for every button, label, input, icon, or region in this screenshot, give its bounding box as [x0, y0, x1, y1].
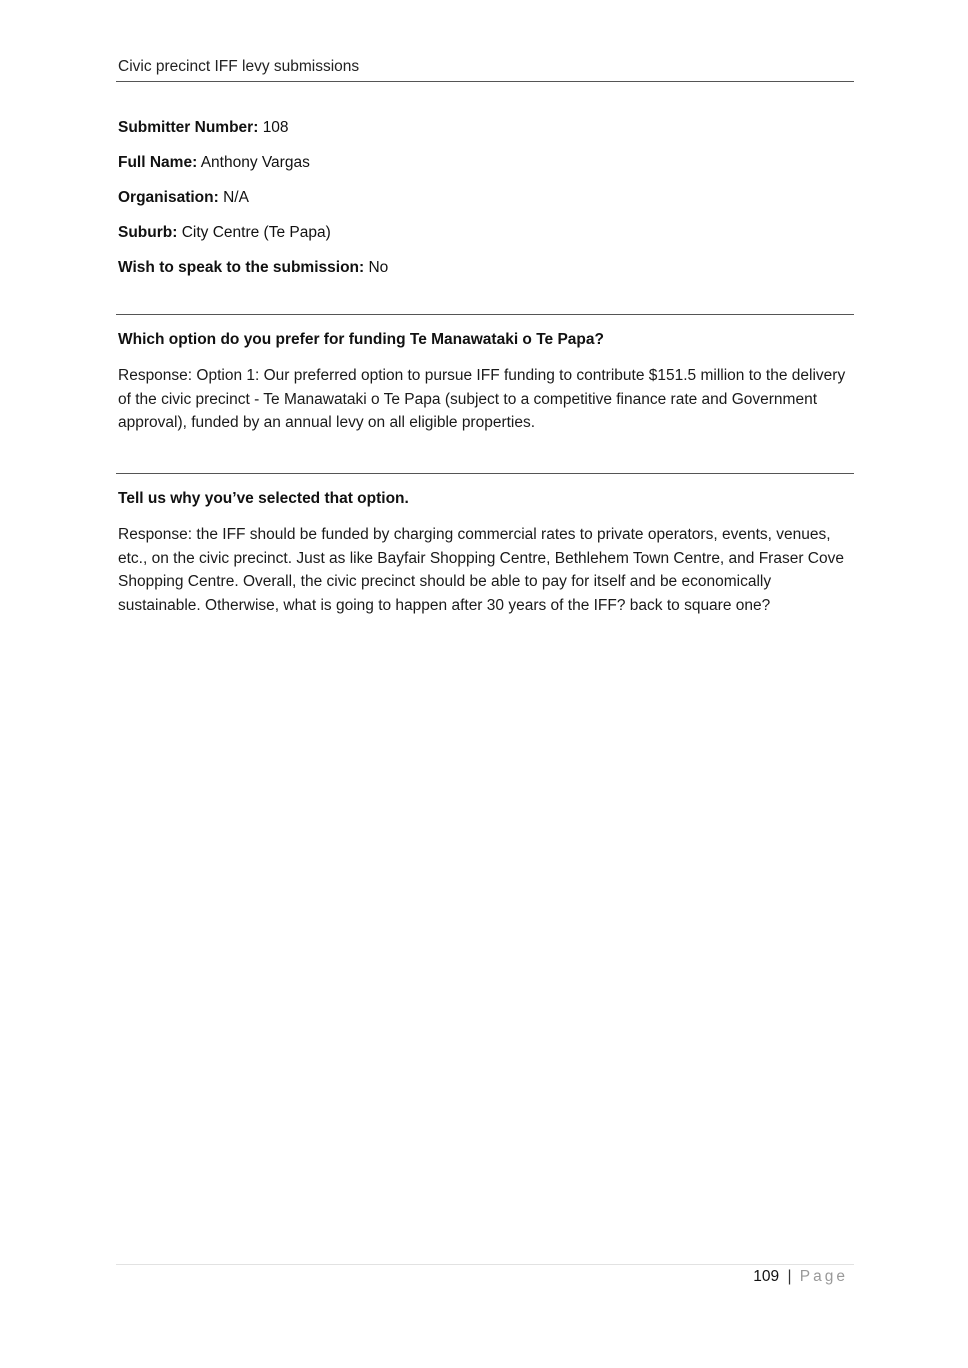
organisation-label: Organisation: — [118, 189, 219, 206]
section-divider — [116, 314, 854, 315]
question-response: Response: the IFF should be funded by charging commercial rates to private operators, events, venues, etc., on the civic precinct. Just as like Bayfair Shopping Centre, Bethlehem Town Centre, and Fraser Cove Shopping Centre. Overall, the civic precinct should be able to pay for itself and be economically sustainable. Otherwise, what is going to happen after 30 years of the IFF? back to square one? — [118, 526, 844, 614]
question-heading: Which option do you prefer for funding Te Manawataki o Te Papa? — [118, 331, 604, 348]
full-name-value: Anthony Vargas — [200, 154, 310, 171]
section-divider — [116, 473, 854, 474]
suburb-label: Suburb: — [118, 224, 178, 241]
footer-separator: | — [787, 1268, 792, 1285]
page-word: Page — [799, 1268, 848, 1285]
submitter-number-field — [118, 118, 289, 138]
wish-to-speak-label: Wish to speak to the submission: — [118, 259, 365, 276]
full-name-label: Full Name: — [118, 154, 198, 171]
footer-rule — [116, 1264, 854, 1265]
header-rule — [116, 81, 854, 82]
page-footer — [753, 1268, 848, 1286]
submitter-number-value: 108 — [262, 119, 289, 136]
question-heading: Tell us why you’ve selected that option. — [118, 490, 409, 507]
question-response: Response: Option 1: Our preferred option to pursue IFF funding to contribute $151.5 million to the delivery of the civic precinct - Te Manawataki o Te Papa (subject to a competitive finance rate and Government approval), funded by an annual levy on all eligible properties. — [118, 367, 846, 432]
full-name-field — [118, 153, 310, 173]
running-header: Civic precinct IFF levy submissions — [118, 58, 360, 75]
suburb-value: City Centre (Te Papa) — [181, 224, 331, 241]
organisation-value: N/A — [223, 189, 249, 206]
wish-to-speak-value: No — [368, 259, 389, 276]
suburb-field — [118, 223, 331, 243]
wish-to-speak-field — [118, 258, 388, 278]
submitter-number-label: Submitter Number: — [118, 119, 259, 136]
page-number: 109 — [753, 1268, 780, 1285]
organisation-field — [118, 188, 249, 208]
